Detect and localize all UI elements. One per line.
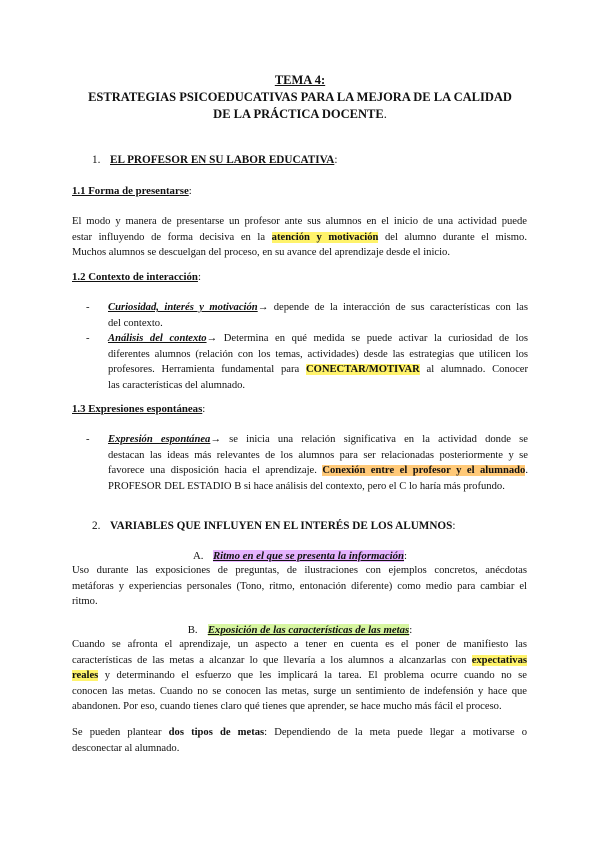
subsection-1-1-label: 1.1 Forma de presentarse [72, 185, 189, 197]
subsection-1-1-paragraph [72, 214, 527, 261]
bullet-line: PROFESOR DEL ESTADIO B si hace análisis del contexto, pero el C lo haría más profundo. [108, 480, 505, 492]
highlight-expectativas: expectativas [471, 654, 527, 666]
bullet-dash: - [86, 302, 90, 313]
section2-colon: : [452, 520, 456, 532]
paragraph-line: Cuando se afronta el aprendizaje, un aspecto a tener en cuenta es el poner de manifiesto las [72, 639, 527, 650]
bullet-dash: - [86, 333, 90, 344]
paragraph-line: metáforas y experiencias personales (Tono, ritmo, entonación diferente) como medio para cambiar el [72, 580, 527, 592]
bullet-line: las características del alumnado. [108, 379, 246, 391]
variable-b-colon: : [409, 624, 413, 636]
bullet-label: Curiosidad, interés y motivación [108, 302, 258, 313]
subsection-1-1-heading [72, 184, 192, 199]
highlight-conexion-profesor-alumnado: Conexión entre el profesor y el alumnado [322, 465, 526, 476]
section2-title: VARIABLES QUE INFLUYEN EN EL INTERÉS DE LOS ALUMNOS [110, 520, 453, 532]
bullet-dash: - [86, 434, 90, 445]
text-run: y determinando el esfuerzo que les implicará la tarea. El problema ocurre cuando no se [98, 670, 527, 681]
variable-b-label: Exposición de las características de las metas [207, 624, 410, 636]
subsection-1-3-heading [72, 402, 205, 417]
document-title-line2: ESTRATEGIAS PSICOEDUCATIVAS PARA LA MEJORA DE LA CALIDAD [88, 90, 512, 104]
section1-number: 1. [92, 154, 101, 166]
paragraph-line [72, 230, 527, 246]
title-line3-text: DE LA PRÁCTICA DOCENTE [213, 107, 384, 121]
bullet-line [108, 300, 528, 316]
bullet-line [108, 432, 528, 448]
text-run: Se pueden plantear [72, 727, 169, 738]
paragraph-line: Uso durante las exposiciones de preguntas, de ilustraciones con ejemplos concretos, anécdotas [72, 565, 527, 576]
variable-b-paragraph [72, 637, 527, 715]
bullet-line: del contexto. [108, 317, 163, 329]
paragraph-line [72, 725, 527, 741]
paragraph-line: ritmo. [72, 596, 98, 607]
bullet-expresion [108, 432, 528, 494]
paragraph-line [72, 668, 527, 684]
paragraph-line: El modo y manera de presentarse un profesor ante sus alumnos en el inicio de una actividad puede [72, 216, 527, 227]
text-run: → Determina en qué medida se puede activar la curiosidad de los [206, 333, 528, 344]
section1-title: EL PROFESOR EN SU LABOR EDUCATIVA [110, 154, 335, 166]
text-run: : Dependiendo de la meta puede llegar a motivarse o [264, 727, 527, 738]
subsection-1-2-label: 1.2 Contexto de interacción [72, 271, 198, 283]
bullet-analisis [108, 331, 528, 393]
metas-paragraph [72, 725, 527, 756]
bullet-line [108, 331, 528, 347]
text-run: favorece una disposición hacia el aprendizaje. [108, 465, 323, 476]
variable-a-heading [0, 549, 600, 564]
subsection-1-2-colon: : [197, 271, 201, 283]
paragraph-line: abandonen. Por eso, cuando tienes claro qué tienes que aprender, se hace mucho más fácil el proceso. [72, 701, 502, 712]
text-run: del alumno durante el mismo. [378, 231, 527, 243]
bullet-label: Expresión espontánea [108, 434, 211, 445]
section1-colon: : [334, 154, 338, 166]
section1-heading [92, 153, 337, 168]
section2-number: 2. [92, 520, 101, 532]
variable-a-label: Ritmo en el que se presenta la información [212, 550, 405, 562]
bullet-curiosidad [108, 300, 528, 331]
title-dot: . [383, 107, 387, 121]
document-title-line3 [60, 106, 540, 123]
variable-b-letter: B. [187, 624, 198, 636]
text-run: → depende de la interacción de sus características con las [257, 302, 528, 313]
highlight-reales: reales [72, 670, 99, 681]
text-run: al alumnado. Conocer [419, 364, 529, 375]
variable-a-letter: A. [192, 550, 204, 562]
subsection-1-2-heading [72, 270, 201, 285]
bullet-line [108, 463, 528, 479]
bullet-line [108, 362, 528, 378]
bold-dos-tipos-de-metas: dos tipos de metas [168, 727, 265, 738]
text-run: → se inicia una relación significativa en la actividad donde se [210, 434, 528, 445]
paragraph-line: conocen las metas. Cuando no se conocen las metas, surge un sentimiento de indefensión y hace que [72, 685, 527, 697]
variable-a-paragraph [72, 563, 527, 610]
section2-heading [92, 519, 455, 534]
subsection-1-3-colon: : [202, 403, 206, 415]
subsection-1-3-label: 1.3 Expresiones espontáneas [72, 403, 203, 415]
bullet-line: diferentes alumnos (relación con los temas, actividades) desde las estrategias que utilicen los [108, 348, 528, 360]
subsection-1-1-colon: : [188, 185, 192, 197]
variable-a-colon: : [404, 550, 408, 562]
highlight-atencion-motivacion: atención y motivación [271, 231, 379, 243]
bullet-line: destacan las ideas más relevantes de los alumnos para ser relacionadas posteriormente y se [108, 449, 528, 461]
text-run: profesores. Herramienta fundamental para [108, 364, 306, 375]
paragraph-line: desconectar al alumnado. [72, 742, 180, 754]
text-run: características de las metas a alcanzar lo que llevaría a los alumnos a alcanzarlas con [72, 654, 472, 666]
document-title-line1: TEMA 4: [274, 73, 326, 87]
paragraph-line [72, 653, 527, 669]
bullet-label: Análisis del contexto [108, 333, 207, 344]
paragraph-line: Muchos alumnos se descuelgan del proceso, en su avance del aprendizaje desde el inicio. [72, 247, 451, 258]
variable-b-heading [0, 623, 600, 638]
text-run: . [525, 465, 528, 476]
text-run: estar influyendo de forma decisiva en la [72, 231, 272, 243]
highlight-conectar-motivar: CONECTAR/MOTIVAR [305, 364, 420, 375]
